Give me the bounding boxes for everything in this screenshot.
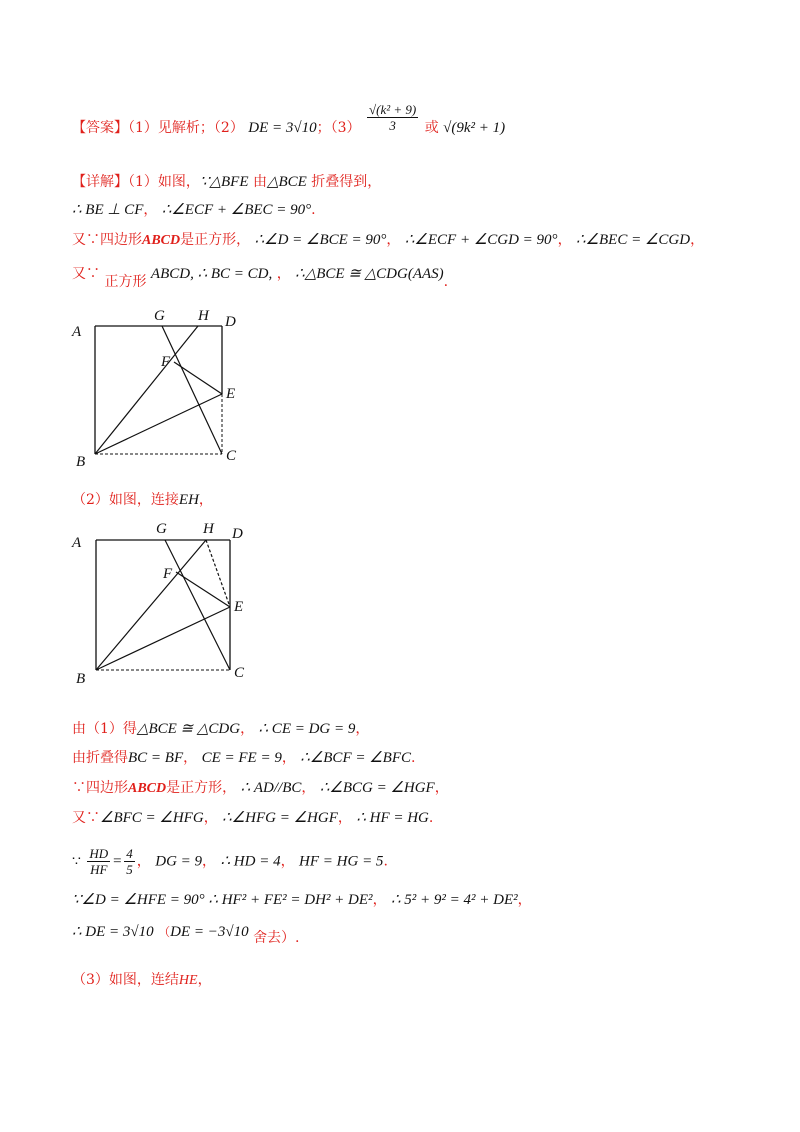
m3-a: ∵四边形 <box>72 780 128 796</box>
m4-d: ∴∠HFG = ∠HGF <box>222 810 338 826</box>
m2-g: . <box>411 750 416 766</box>
fig2-label-h: H <box>203 521 214 537</box>
m5-h: . <box>383 853 388 870</box>
detail-l4-f: . <box>443 274 449 290</box>
fig2-label-a: A <box>72 535 82 551</box>
answer-label: 【答案】 <box>72 120 128 136</box>
m5-frac-2-num: 4 <box>126 846 133 861</box>
detail-l4-e: ∴△BCE ≅ △CDG(AAS) <box>295 266 444 282</box>
m2-e: ， <box>281 750 296 766</box>
m6-c: ∴ 5² + 9² = 4² + DE² <box>391 892 518 908</box>
part2-line-5 <box>72 846 388 877</box>
m3-e: ， <box>301 780 316 796</box>
detail-l1-d: △BCE <box>266 174 307 190</box>
detail-l3-h: ∴∠BEC = ∠CGD <box>576 232 691 248</box>
m1-e: ， <box>355 721 370 737</box>
part2-intro-b: EH <box>178 492 199 508</box>
m5-e: ∴ HD = 4 <box>220 853 281 870</box>
fig1-line-gc <box>162 326 222 454</box>
detail-l4-d: ， <box>276 266 291 282</box>
m6-d: ， <box>517 892 532 908</box>
m4-b: ∠BFC = ∠HFG <box>100 810 204 826</box>
m6-b: ， <box>372 892 387 908</box>
detail-l2-b: ， <box>143 202 158 218</box>
m1-c: ， <box>240 721 255 737</box>
figure-2 <box>70 515 270 685</box>
answer-frac-den: 3 <box>389 117 396 133</box>
m4-g: . <box>428 810 434 826</box>
detail-l1-c: 由 <box>252 174 267 190</box>
m4-f: ∴ HF = HG <box>356 810 429 826</box>
answer-sep: ；（3） <box>316 120 361 136</box>
m3-b: ABCD <box>128 781 167 796</box>
fig1-label-d: D <box>225 314 236 330</box>
figure-1 <box>70 300 270 470</box>
answer-frac-num: √(k² + 9) <box>369 101 417 117</box>
answer-line <box>72 101 506 138</box>
detail-l4-a: 又∵ <box>72 266 100 282</box>
m1-d: ∴ CE = DG = 9 <box>258 721 356 737</box>
part2-line-7 <box>72 922 300 946</box>
fig1-line-be <box>95 394 222 454</box>
m5-frac-2-den: 5 <box>126 862 133 877</box>
detail-l2-d: . <box>311 202 316 218</box>
part2-line-3 <box>72 778 449 799</box>
m1-a: 由（1）得 <box>72 721 137 737</box>
part2-intro-a: （2）如图，连接 <box>72 492 179 508</box>
m5-frac-1-num: HD <box>89 846 109 861</box>
detail-l1-a: （1）如图， <box>128 174 200 190</box>
part2-line-2 <box>72 748 415 768</box>
m2-f: ∴∠BCF = ∠BFC <box>300 750 412 766</box>
detail-line-3 <box>72 230 704 251</box>
m2-b: BC = BF <box>128 750 184 766</box>
fig2-line-gc <box>165 540 230 670</box>
fig1-label-f: F <box>161 354 171 370</box>
part2-intro-c: ， <box>198 492 213 508</box>
m6-a: ∵∠D = ∠HFE = 90° ∴ HF² + FE² = DH² + DE² <box>72 892 373 908</box>
m5-eq: = <box>112 853 123 870</box>
part2-intro <box>72 490 213 510</box>
detail-l3-b: ABCD <box>142 233 181 248</box>
m5-d: ， <box>202 853 217 870</box>
fig1-label-e: E <box>226 386 236 402</box>
answer-alt: √(9k² + 1) <box>443 120 506 136</box>
fig1-line-fe <box>174 362 222 394</box>
answer-fraction <box>367 102 418 133</box>
fig1-label-c: C <box>226 448 237 464</box>
fig1-label-b: B <box>76 454 86 470</box>
m7-b: （ <box>158 925 171 939</box>
detail-l2-c: ∴∠ECF + ∠BEC = 90° <box>161 202 312 218</box>
detail-l3-f: ∴∠ECF + ∠CGD = 90° <box>404 232 558 248</box>
m3-g: ， <box>434 780 449 796</box>
fig2-line-he <box>206 540 230 607</box>
m7-a: ∴ DE = 3√10 <box>72 924 154 940</box>
m3-c: 是正方形， <box>166 780 237 796</box>
fig2-label-c: C <box>234 665 245 681</box>
fig2-label-b: B <box>76 671 86 685</box>
m4-a: 又∵ <box>72 810 100 826</box>
fig2-label-d: D <box>232 526 243 542</box>
m5-b: ， <box>136 853 151 870</box>
m5-c: DG = 9 <box>155 853 203 870</box>
detail-label: 【详解】 <box>72 174 128 190</box>
detail-l3-c: 是正方形， <box>180 232 251 248</box>
fig2-line-fe <box>176 572 230 607</box>
answer-de: DE = 3√10 <box>248 120 317 136</box>
m2-c: ， <box>183 750 198 766</box>
m3-d: ∴ AD//BC <box>240 780 302 796</box>
detail-l4-c: ABCD, ∴ BC = CD, <box>150 266 273 282</box>
fig1-line-bh <box>95 326 198 454</box>
m2-a: 由折叠得 <box>72 750 128 766</box>
m2-d: CE = FE = 9 <box>201 750 282 766</box>
detail-line-4 <box>72 264 449 290</box>
detail-l3-d: ∴∠D = ∠BCE = 90° <box>254 232 387 248</box>
detail-l4-b: 正方形 <box>104 274 147 290</box>
m5-a: ∵ <box>72 853 81 870</box>
detail-l1-b: ∵△BFE <box>199 174 249 190</box>
m7-d: 舍去）. <box>253 930 300 946</box>
m4-c: ， <box>203 810 218 826</box>
detail-l1-e: 折叠得到， <box>311 174 382 190</box>
m5-frac-1-den: HF <box>90 862 108 877</box>
m5-frac-1 <box>87 846 110 877</box>
detail-line-2 <box>72 200 316 220</box>
part3-b: HE <box>178 973 198 988</box>
detail-line-1 <box>72 172 381 192</box>
fig2-label-f: F <box>163 566 173 582</box>
fig2-line-be <box>96 607 230 670</box>
m5-frac-2 <box>124 846 135 877</box>
answer-part1: （1）见解析；（2） <box>128 120 244 136</box>
m1-b: △BCE ≅ △CDG <box>136 721 241 737</box>
detail-l3-i: ， <box>690 232 705 248</box>
detail-l3-a: 又∵四边形 <box>72 232 142 248</box>
part2-line-1 <box>72 719 369 739</box>
part3-line <box>72 970 212 991</box>
part2-line-4 <box>72 808 433 828</box>
fig2-label-g: G <box>156 521 167 537</box>
fig1-label-a: A <box>72 324 82 340</box>
part3-a: （3）如图，连结 <box>72 972 179 988</box>
detail-l2-a: ∴ BE ⊥ CF <box>72 202 144 218</box>
fig2-line-bh <box>96 540 206 670</box>
detail-l3-e: ， <box>386 232 401 248</box>
fig1-label-g: G <box>154 308 165 324</box>
m5-g: HF = HG = 5 <box>299 853 384 870</box>
answer-or: 或 <box>424 120 439 136</box>
fig2-label-e: E <box>234 599 244 615</box>
m5-f: ， <box>280 853 295 870</box>
m7-c: DE = −3√10 <box>170 924 249 940</box>
fig1-label-h: H <box>198 308 209 324</box>
detail-l3-g: ， <box>557 232 572 248</box>
part2-line-6 <box>72 890 532 910</box>
m4-e: ， <box>337 810 352 826</box>
part3-c: ， <box>197 972 212 988</box>
m3-f: ∴∠BCG = ∠HGF <box>319 780 435 796</box>
